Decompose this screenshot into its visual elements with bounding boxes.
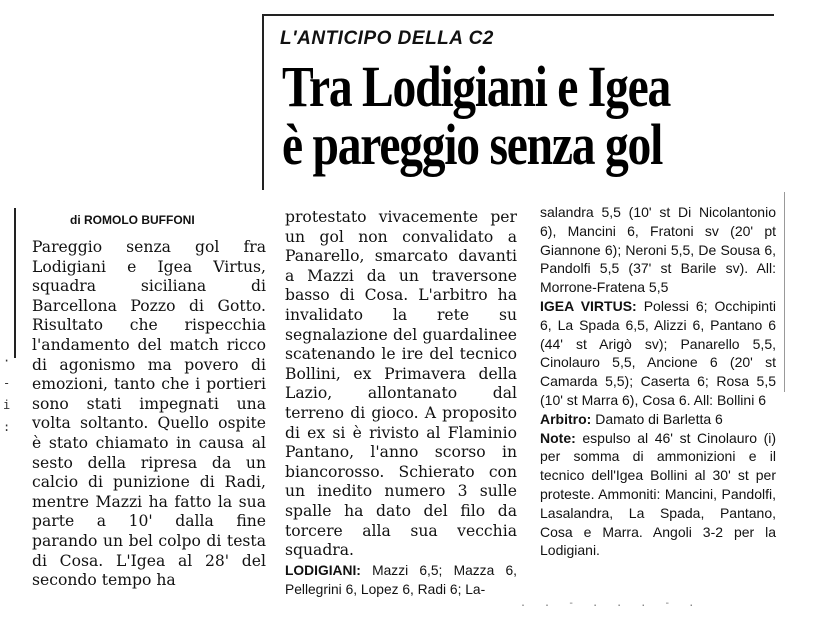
kicker: L'ANTICIPO DELLA C2 — [280, 28, 494, 49]
notes-label: Note: — [540, 429, 576, 446]
notes-line — [540, 429, 776, 561]
headline-box-top-rule — [262, 14, 774, 16]
lodigiani-lineup-continued: salandra 5,5 (10' st Di Nicolantonio 6), Mancini 6, Fratoni sv (20' pt Giannone 6); Neroni 5,5, De Sousa 6, Pandolfi 5,5 (37' st Barile sv). All: Morrone-Fratena 5,5 — [540, 204, 776, 296]
lodigiani-lineup-start: Mazzi 6,5; Mazza 6, Pellegrini 6, Lopez 6, Radi 6; La- — [285, 562, 517, 598]
column-left-rule — [14, 208, 16, 358]
column-right-rule — [784, 192, 785, 392]
article-column-2 — [285, 208, 517, 600]
lodigiani-lineup — [285, 561, 517, 600]
igea-lineup-text: Polessi 6; Occhipinti 6, La Spada 6,5, Alizzi 6, Pantano 6 (44' st Arigò sv); Panarello 5,5, Cinolauro 5,5, Ancione 6 (20' st Camarda 5,5); Caserta 6; Rosa 5,5 (10' st Marra 6), Cosa 6. All: Bollini 6 — [540, 297, 776, 408]
referee-line — [540, 410, 776, 429]
headline-line-2: è pareggio senza gol — [282, 112, 663, 177]
headline-box-left-rule — [262, 14, 264, 190]
lodigiani-label: LODIGIANI: — [285, 562, 361, 578]
headline — [282, 54, 708, 177]
article-paragraph-2: protestato vivacemente per un gol non convalidato a Panarello, smarcato davanti a Mazzi da un traversone basso di Cosa. L'arbitro ha invalidato la rete su segnalazione del guardalinee scatenando le ire del tecnico Bollini, ex Primavera della Lazio, allontanato dal terreno di gioco. A proposito di ex si è rivisto al Flaminio Pantano, l'anno scorso in biancorosso. Schierato con un inedito numero 3 sulle spalle ha dato del filo da torcere alla sua vecchia squadra. — [285, 208, 517, 560]
article-column-3 — [540, 203, 776, 560]
referee-text: Damato di Barletta 6 — [595, 410, 723, 427]
byline: di ROMOLO BUFFONI — [70, 213, 195, 227]
notes-text: espulso al 46' st Cinolauro (i) per somma di ammonizioni e il tecnico dell'Igea Bollini al 30' st per proteste. Ammoniti: Mancini, Pandolfi, Lasalandra, La Spada, Pantano, Cosa e Marra. Angoli 3-2 per la Lodigiani. — [540, 429, 777, 559]
igea-lineup — [540, 297, 776, 410]
headline-line-1: Tra Lodigiani e Igea — [282, 54, 671, 119]
referee-label: Arbitro: — [540, 410, 592, 427]
scan-bottom-artifacts: . . - . . . - . — [520, 598, 701, 609]
scan-margin-marks: · - i : — [3, 354, 11, 434]
igea-label: IGEA VIRTUS: — [540, 297, 637, 314]
article-column-1 — [32, 238, 266, 591]
article-paragraph-1: Pareggio senza gol fra Lodigiani e Igea Virtus, squadra siciliana di Barcellona Pozzo di Gotto. Risultato che rispecchia l'andamento del match ricco di agonismo ma povero di emozioni, tanto che i portieri sono stati impegnati una volta soltanto. Quello ospite è stato chiamato in causa al sesto della ripresa da un calcio di punizione di Radi, mentre Mazzi ha fatto la sua parte a 10' dalla fine parando un bel colpo di testa di Cosa. L'Igea al 28' del secondo tempo ha — [32, 238, 266, 590]
